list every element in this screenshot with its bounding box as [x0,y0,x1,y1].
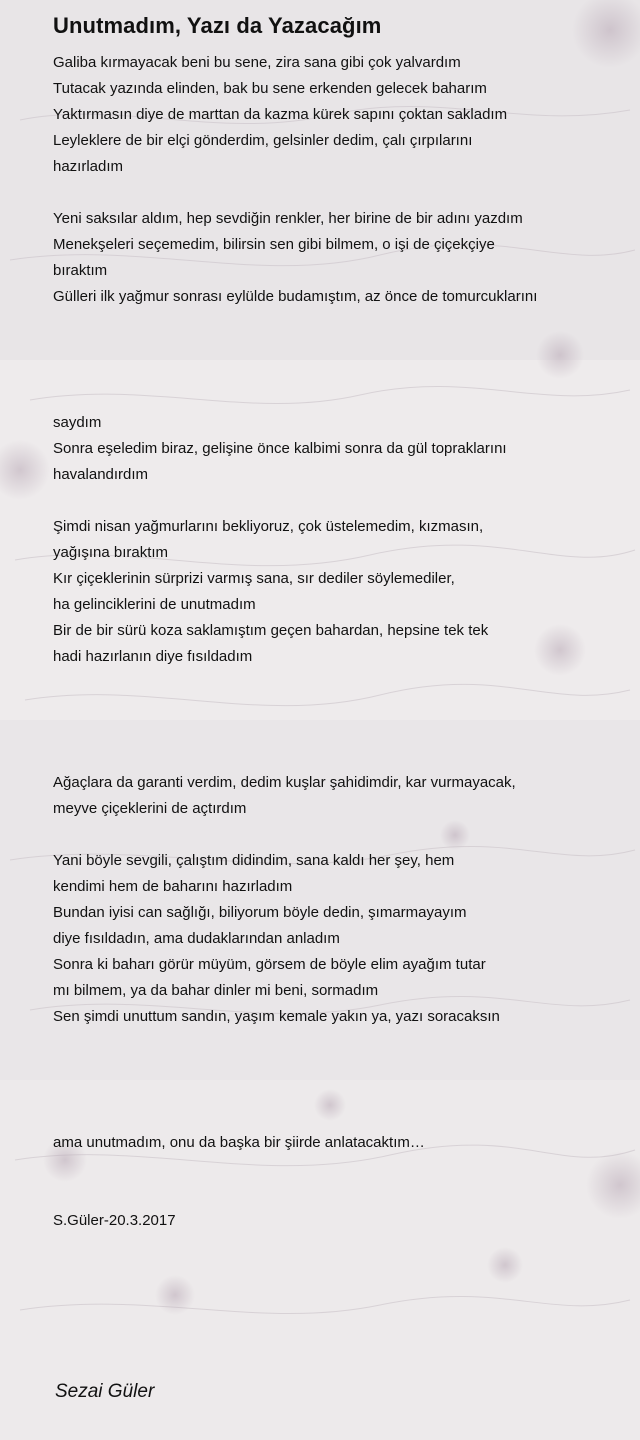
poem-line: Leyleklere de bir elçi gönderdim, gelsinler dedim, çalı çırpılarını [53,132,473,149]
poem-line: Tutacak yazında elinden, bak bu sene erkenden gelecek baharım [53,80,487,97]
poem-line: hazırladım [53,158,124,175]
poem-line: hadi hazırlanın diye fısıldadım [53,648,253,665]
poem-signature-date: S.Güler-20.3.2017 [53,1212,176,1229]
poem-line: Galiba kırmayacak beni bu sene, zira sana gibi çok yalvardım [53,54,461,71]
poem-line: Gülleri ilk yağmur sonrası eylülde budamıştım, az önce de tomurcuklarını [53,288,538,305]
poem-line: kendimi hem de baharını hazırladım [53,878,293,895]
poem-line: ama unutmadım, onu da başka bir şiirde anlatacaktım… [53,1134,425,1151]
poem-line: Kır çiçeklerinin sürprizi varmış sana, sır dediler söylemediler, [53,570,455,587]
poem-line: Bundan iyisi can sağlığı, biliyorum böyle dedin, şımarmayayım [53,904,467,921]
poem-line: Şimdi nisan yağmurlarını bekliyoruz, çok üstelemedim, kızmasın, [53,518,484,535]
poem-line: diye fısıldadın, ama dudaklarından anladım [53,930,340,947]
poem-line: Sen şimdi unuttum sandın, yaşım kemale yakın ya, yazı soracaksın [53,1008,500,1025]
poem-author: Sezai Güler [55,1381,155,1402]
poem-line: Ağaçlara da garanti verdim, dedim kuşlar şahidimdir, kar vurmayacak, [53,774,516,791]
poem-title: Unutmadım, Yazı da Yazacağım [53,13,382,38]
poem-line: saydım [53,414,102,431]
poem-line: ha gelinciklerini de unutmadım [53,596,256,613]
poem-line: mı bilmem, ya da bahar dinler mi beni, sormadım [53,982,379,999]
poem-line: Yeni saksılar aldım, hep sevdiğin renkler, her birine de bir adını yazdım [53,210,523,227]
poem-line: Bir de bir sürü koza saklamıştım geçen bahardan, hepsine tek tek [53,622,489,639]
poem-line: havalandırdım [53,466,149,483]
poem-line: yağışına bıraktım [53,544,169,561]
poem-line: Menekşeleri seçemedim, bilirsin sen gibi bilmem, o işi de çiçekçiye [53,236,495,253]
poem-line: Sonra eşeledim biraz, gelişine önce kalbimi sonra da gül topraklarını [53,440,507,457]
poem-line: bıraktım [53,262,108,279]
poem-line: Sonra ki baharı görür müyüm, görsem de böyle elim ayağım tutar [53,956,486,973]
poem-line: Yaktırmasın diye de marttan da kazma kürek sapını çoktan sakladım [53,106,508,123]
poem-line: Yani böyle sevgili, çalıştım didindim, sana kaldı her şey, hem [53,852,455,869]
poem-line: meyve çiçeklerini de açtırdım [53,800,247,817]
